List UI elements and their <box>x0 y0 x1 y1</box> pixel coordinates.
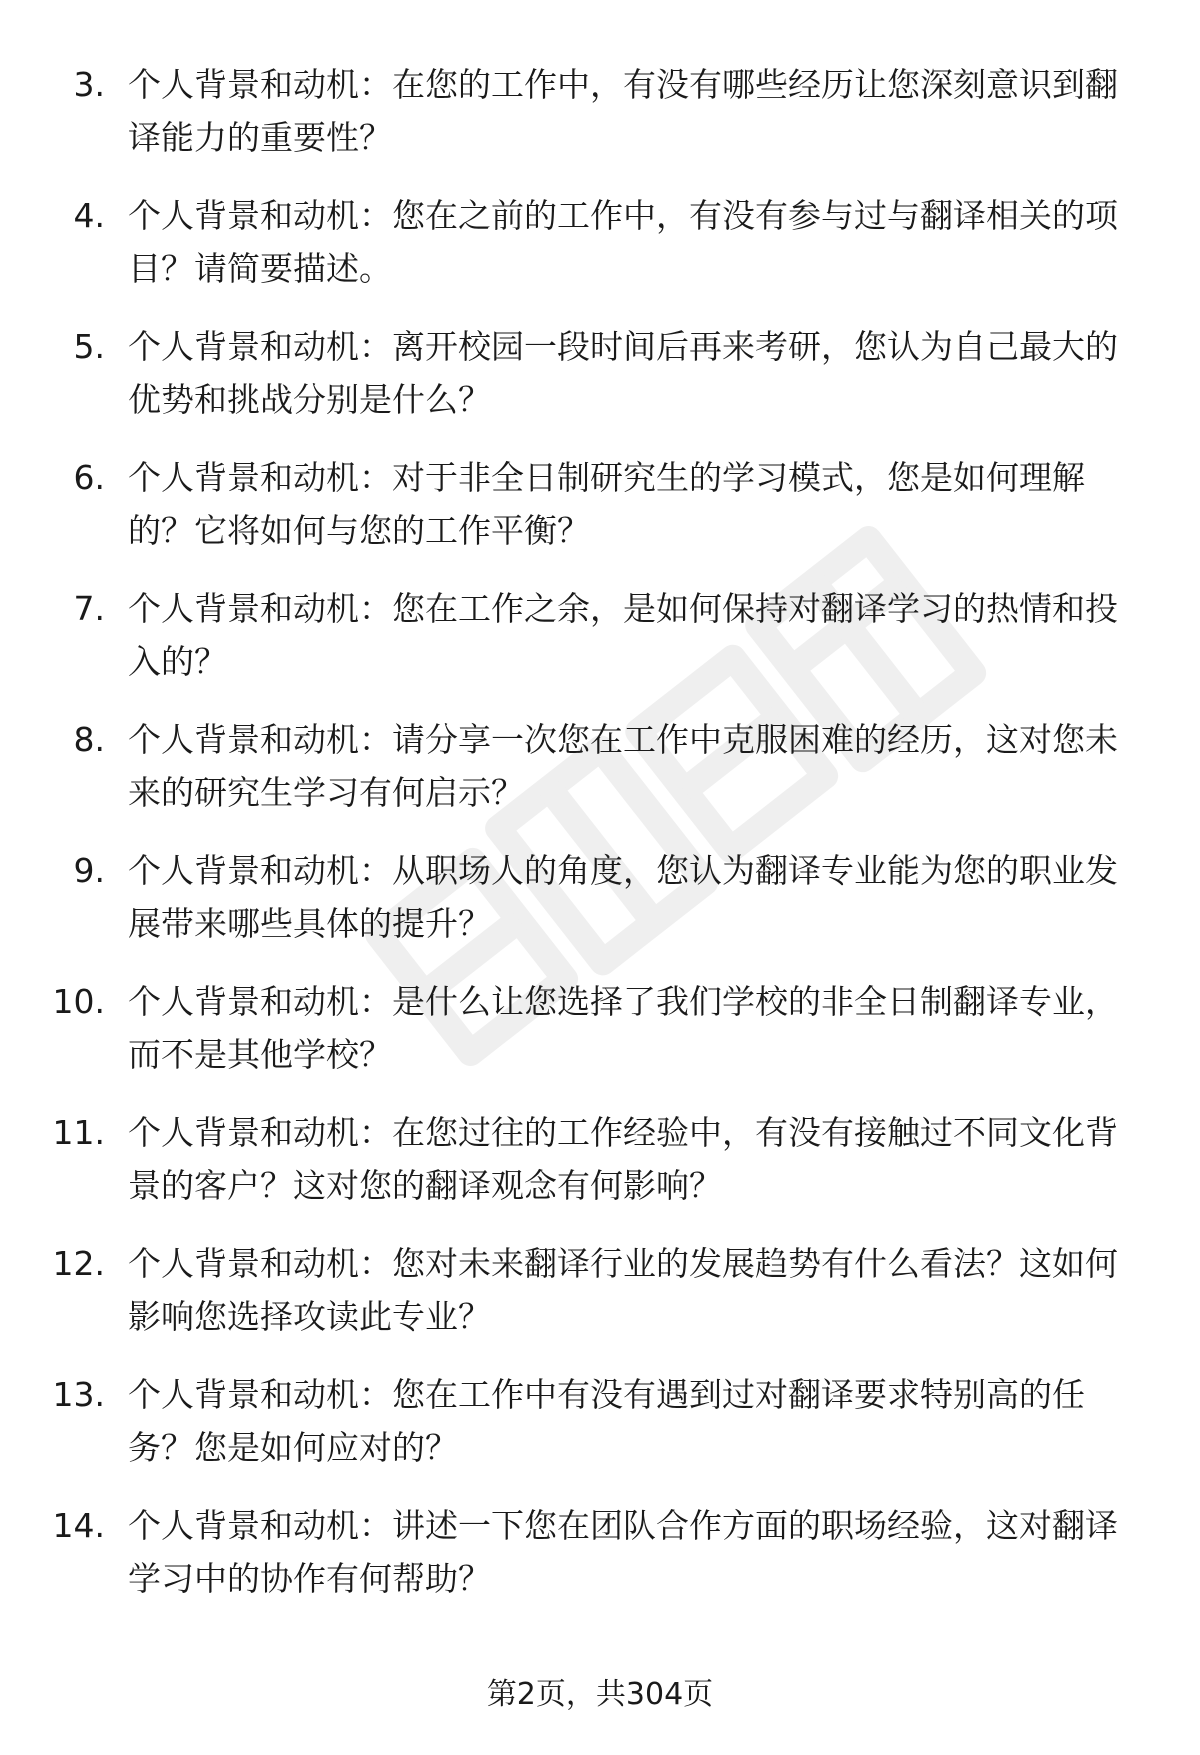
list-item <box>0 1237 1200 1368</box>
question-number: 13. <box>52 1375 105 1414</box>
question-text: 个人背景和动机：对于非全日制研究生的学习模式，您是如何理解的？它将如何与您的工作平衡？ <box>128 458 1085 550</box>
question-number: 11. <box>52 1113 105 1152</box>
question-number: 8. <box>73 720 105 759</box>
question-text: 个人背景和动机：在您的工作中，有没有哪些经历让您深刻意识到翻译能力的重要性？ <box>128 65 1118 157</box>
question-text: 个人背景和动机：您在之前的工作中，有没有参与过与翻译相关的项目？请简要描述。 <box>128 196 1118 288</box>
list-item <box>0 1106 1200 1237</box>
question-text: 个人背景和动机：请分享一次您在工作中克服困难的经历，这对您未来的研究生学习有何启示？ <box>128 720 1118 812</box>
list-item <box>0 189 1200 320</box>
question-number: 9. <box>73 851 105 890</box>
question-text: 个人背景和动机：是什么让您选择了我们学校的非全日制翻译专业，而不是其他学校？ <box>128 982 1118 1074</box>
list-item <box>0 713 1200 844</box>
question-number: 5. <box>73 327 105 366</box>
list-item <box>0 582 1200 713</box>
question-number: 14. <box>52 1506 105 1545</box>
list-item <box>0 844 1200 975</box>
question-text: 个人背景和动机：在您过往的工作经验中，有没有接触过不同文化背景的客户？这对您的翻译观念有何影响？ <box>128 1113 1118 1205</box>
question-number: 6. <box>73 458 105 497</box>
question-text: 个人背景和动机：您在工作中有没有遇到过对翻译要求特别高的任务？您是如何应对的？ <box>128 1375 1085 1467</box>
question-text: 个人背景和动机：您对未来翻译行业的发展趋势有什么看法？这如何影响您选择攻读此专业？ <box>128 1244 1118 1336</box>
question-number: 7. <box>73 589 105 628</box>
list-item <box>0 58 1200 189</box>
question-text: 个人背景和动机：从职场人的角度，您认为翻译专业能为您的职业发展带来哪些具体的提升？ <box>128 851 1118 943</box>
question-text: 个人背景和动机：离开校园一段时间后再来考研，您认为自己最大的优势和挑战分别是什么？ <box>128 327 1118 419</box>
list-item <box>0 975 1200 1106</box>
list-item <box>0 1368 1200 1499</box>
list-item <box>0 1499 1200 1630</box>
list-item <box>0 320 1200 451</box>
question-number: 4. <box>73 196 105 235</box>
question-list <box>0 58 1200 1630</box>
question-number: 12. <box>52 1244 105 1283</box>
page-footer: 第2页，共304页 <box>486 1677 714 1712</box>
question-text: 个人背景和动机：您在工作之余，是如何保持对翻译学习的热情和投入的？ <box>128 589 1118 681</box>
question-number: 10. <box>52 982 105 1021</box>
list-item <box>0 451 1200 582</box>
question-text: 个人背景和动机：讲述一下您在团队合作方面的职场经验，这对翻译学习中的协作有何帮助？ <box>128 1506 1118 1598</box>
question-number: 3. <box>73 65 105 104</box>
